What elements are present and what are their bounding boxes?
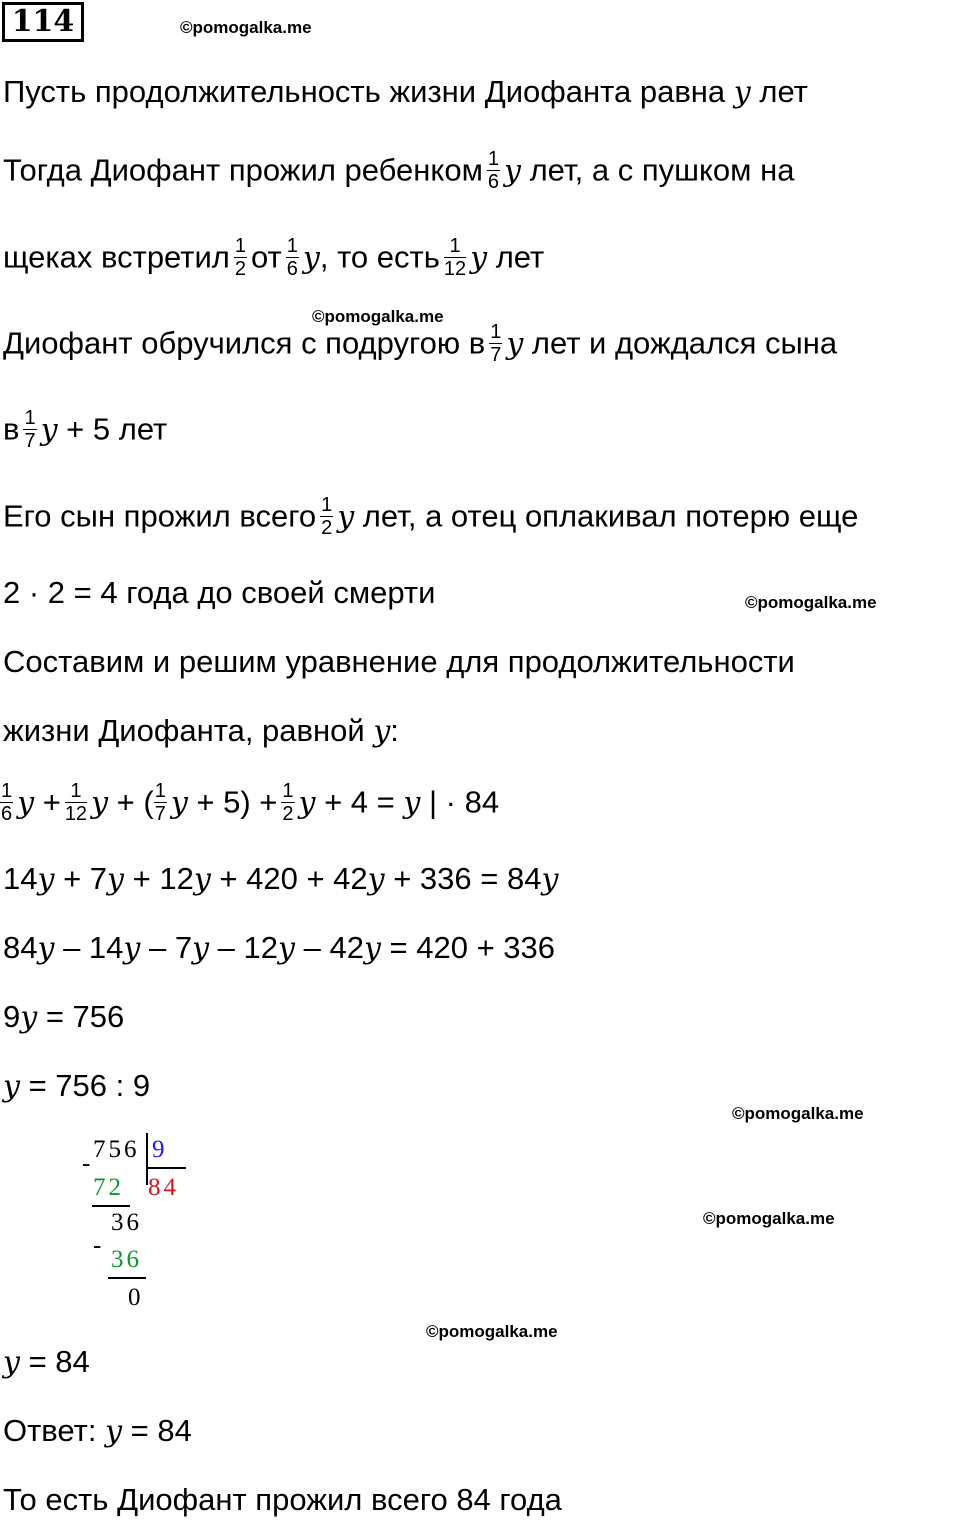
variable: y xyxy=(278,931,295,966)
text: Диофант обручился с подругою в xyxy=(3,325,486,361)
variable: y xyxy=(470,240,488,276)
variable: y xyxy=(733,75,751,110)
fraction-1-6: $\frac{1}{6}$ xyxy=(487,148,500,193)
text-line-2 xyxy=(3,150,794,195)
text-line-3 xyxy=(3,237,544,282)
variable: y xyxy=(403,785,421,821)
problem-number: 114 xyxy=(2,2,84,42)
variable: y xyxy=(107,862,124,897)
fraction-1-6: $\frac{1}{6}$ xyxy=(286,235,298,280)
watermark: ©pomogalka.me xyxy=(426,1322,558,1341)
fraction-1-2: $\frac{1}{2}$ xyxy=(321,494,333,539)
equation-2: 14y + 7y + 12y + 420 + 42y + 336 = 84y xyxy=(3,861,559,897)
variable: y xyxy=(91,785,109,821)
text-line-5 xyxy=(3,409,167,454)
variable: y xyxy=(541,862,559,897)
equation-3: 84y – 14y – 7y – 12y – 42y = 420 + 336 xyxy=(3,930,556,966)
watermark: ©pomogalka.me xyxy=(703,1209,835,1228)
subtrahend-1 xyxy=(93,1174,124,1202)
remainder-1: 36 xyxy=(111,1209,142,1236)
text: + 5) + xyxy=(196,784,278,820)
variable: y xyxy=(506,326,524,362)
variable: y xyxy=(373,714,391,749)
variable: y xyxy=(17,785,35,821)
watermark: ©pomogalka.me xyxy=(745,593,877,612)
fraction-1-12: $\frac{1}{12}$ xyxy=(64,780,88,825)
variable: y xyxy=(3,1069,20,1104)
answer-label: Ответ: xyxy=(3,1413,97,1448)
watermark: ©pomogalka.me xyxy=(180,18,312,37)
text: Тогда Диофант прожил ребенком xyxy=(3,152,483,188)
text: лет и дождался сына xyxy=(531,325,838,361)
variable: y xyxy=(37,931,55,966)
division-underline-2 xyxy=(108,1277,146,1279)
division-underline-1 xyxy=(92,1205,130,1207)
text-line-8: Составим и решим уравнение для продолжительности xyxy=(3,644,795,679)
equation-1 xyxy=(0,782,499,827)
minus-sign: - xyxy=(82,1150,94,1177)
text: жизни Диофанта, равной xyxy=(3,713,365,748)
remainder-2: 0 xyxy=(128,1284,144,1311)
minus-sign: - xyxy=(93,1232,105,1259)
quotient xyxy=(148,1174,179,1202)
fraction-1-7: $\frac{1}{7}$ xyxy=(154,780,166,825)
fraction-1-7: $\frac{1}{7}$ xyxy=(490,321,502,366)
fraction-1-2: $\frac{1}{2}$ xyxy=(282,780,294,825)
text: | · 84 xyxy=(428,784,500,820)
variable: y xyxy=(192,931,210,966)
text: от xyxy=(251,239,282,275)
variable: y xyxy=(3,1345,20,1380)
text-line-1 xyxy=(3,72,808,113)
answer-value: = 84 xyxy=(130,1413,192,1448)
text: щеках встретил xyxy=(3,239,230,275)
divisor xyxy=(152,1136,168,1164)
watermark: ©pomogalka.me xyxy=(312,307,444,326)
variable: y xyxy=(193,862,211,897)
variable: y xyxy=(123,931,141,966)
text: Пусть продолжительность жизни Диофанта равна xyxy=(3,74,726,109)
text: лет, а с пушком на xyxy=(529,152,795,188)
text: + xyxy=(42,784,61,820)
variable: y xyxy=(504,153,521,189)
variable: y xyxy=(337,499,355,535)
fraction-1-7: $\frac{1}{7}$ xyxy=(24,407,36,452)
text-line-6 xyxy=(3,496,858,541)
variable: y xyxy=(20,1000,38,1035)
text: + ( xyxy=(116,784,154,820)
divisor-value: 9 xyxy=(152,1136,168,1163)
variable: y xyxy=(105,1414,123,1449)
text-line-4 xyxy=(3,323,837,368)
text: Его сын прожил всего xyxy=(3,498,317,534)
variable: y xyxy=(302,240,320,276)
fraction-1-6: $\frac{1}{6}$ xyxy=(1,780,13,825)
variable: y xyxy=(40,412,58,448)
text: лет, а отец оплакивал потерю еще xyxy=(362,498,859,534)
text-line-9 xyxy=(3,711,399,752)
text: + 4 = xyxy=(324,784,395,820)
equation-5: y = 756 : 9 xyxy=(3,1068,151,1104)
fraction-1-12: $\frac{1}{12}$ xyxy=(443,235,467,280)
variable: y xyxy=(363,931,381,966)
variable: y xyxy=(170,785,188,821)
dividend: 756 xyxy=(93,1136,140,1163)
equation-6: y = 84 xyxy=(3,1344,90,1380)
text: , то есть xyxy=(319,239,440,275)
text: лет xyxy=(759,74,808,109)
watermark: ©pomogalka.me xyxy=(732,1104,864,1123)
variable: y xyxy=(37,862,55,897)
equation-4: 9y = 756 xyxy=(3,999,125,1035)
text: в xyxy=(3,411,20,447)
variable: y xyxy=(298,785,316,821)
subtrahend-2-value: 36 xyxy=(111,1246,142,1273)
division-bar-horizontal xyxy=(146,1167,186,1169)
final-line: То есть Диофант прожил всего 84 года xyxy=(3,1482,562,1517)
answer-line xyxy=(3,1411,192,1452)
variable: y xyxy=(367,862,385,897)
subtrahend-2 xyxy=(111,1246,142,1274)
text: : xyxy=(390,713,399,748)
subtrahend-1-value: 72 xyxy=(93,1174,124,1201)
text: + 5 лет xyxy=(66,411,168,447)
text-line-7: 2 · 2 = 4 года до своей смерти xyxy=(3,575,436,610)
quotient-value: 84 xyxy=(148,1174,179,1201)
text: лет xyxy=(495,239,545,275)
fraction-1-2: $\frac{1}{2}$ xyxy=(234,235,246,280)
